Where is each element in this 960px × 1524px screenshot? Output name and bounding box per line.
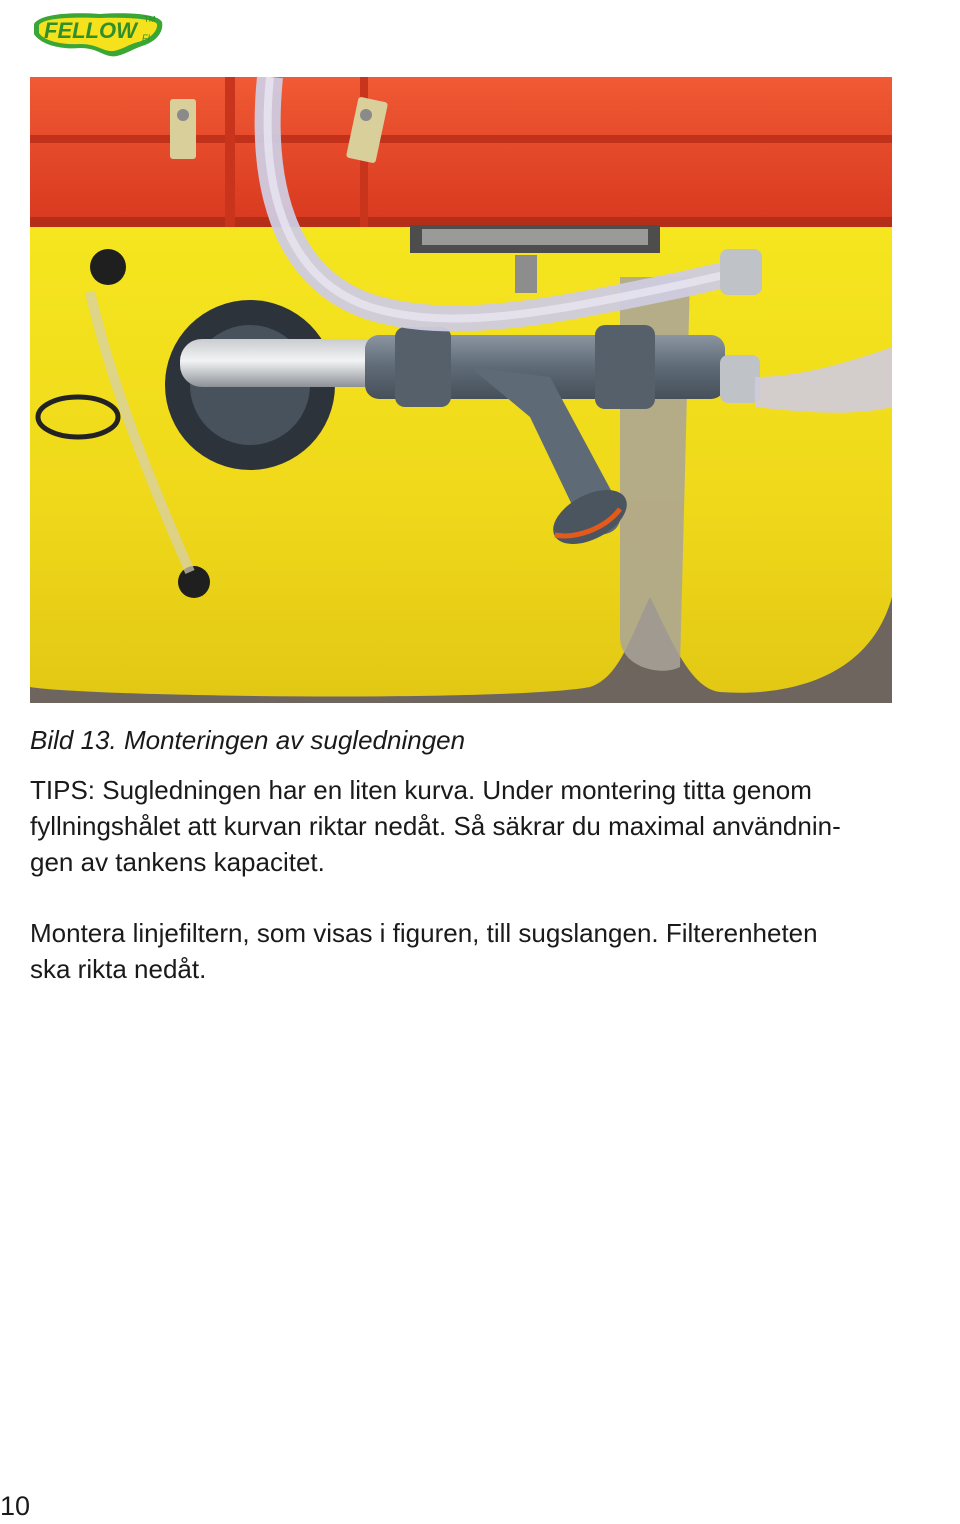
tips-line-2: fyllningshålet att kurvan riktar nedåt. Så säkrar du maximal användnin-	[30, 811, 841, 841]
figure-caption: Bild 13. Monteringen av sugledningen	[30, 725, 466, 755]
figure-photo	[30, 77, 892, 703]
suction-pipe	[180, 339, 390, 387]
page-number: 10	[0, 1491, 31, 1521]
fellow-logo	[30, 8, 166, 60]
logo-sub: FI	[142, 33, 150, 43]
yellow-tank	[30, 227, 892, 696]
mount-line-2: ska rikta nedåt.	[30, 954, 207, 984]
logo-text: FELLOW	[44, 18, 137, 43]
tips-line-1: TIPS: Sugledningen har en liten kurva. Under montering titta genom	[30, 775, 812, 805]
tips-paragraph	[30, 772, 935, 880]
mount-paragraph	[30, 915, 935, 987]
tips-line-3: gen av tankens kapacitet.	[30, 847, 325, 877]
mount-line-1: Montera linjefiltern, som visas i figuren, till sugslangen. Filterenheten	[30, 918, 818, 948]
bracket-left	[170, 99, 196, 159]
red-frame	[30, 77, 892, 227]
logo-superscript: TM	[144, 15, 156, 24]
